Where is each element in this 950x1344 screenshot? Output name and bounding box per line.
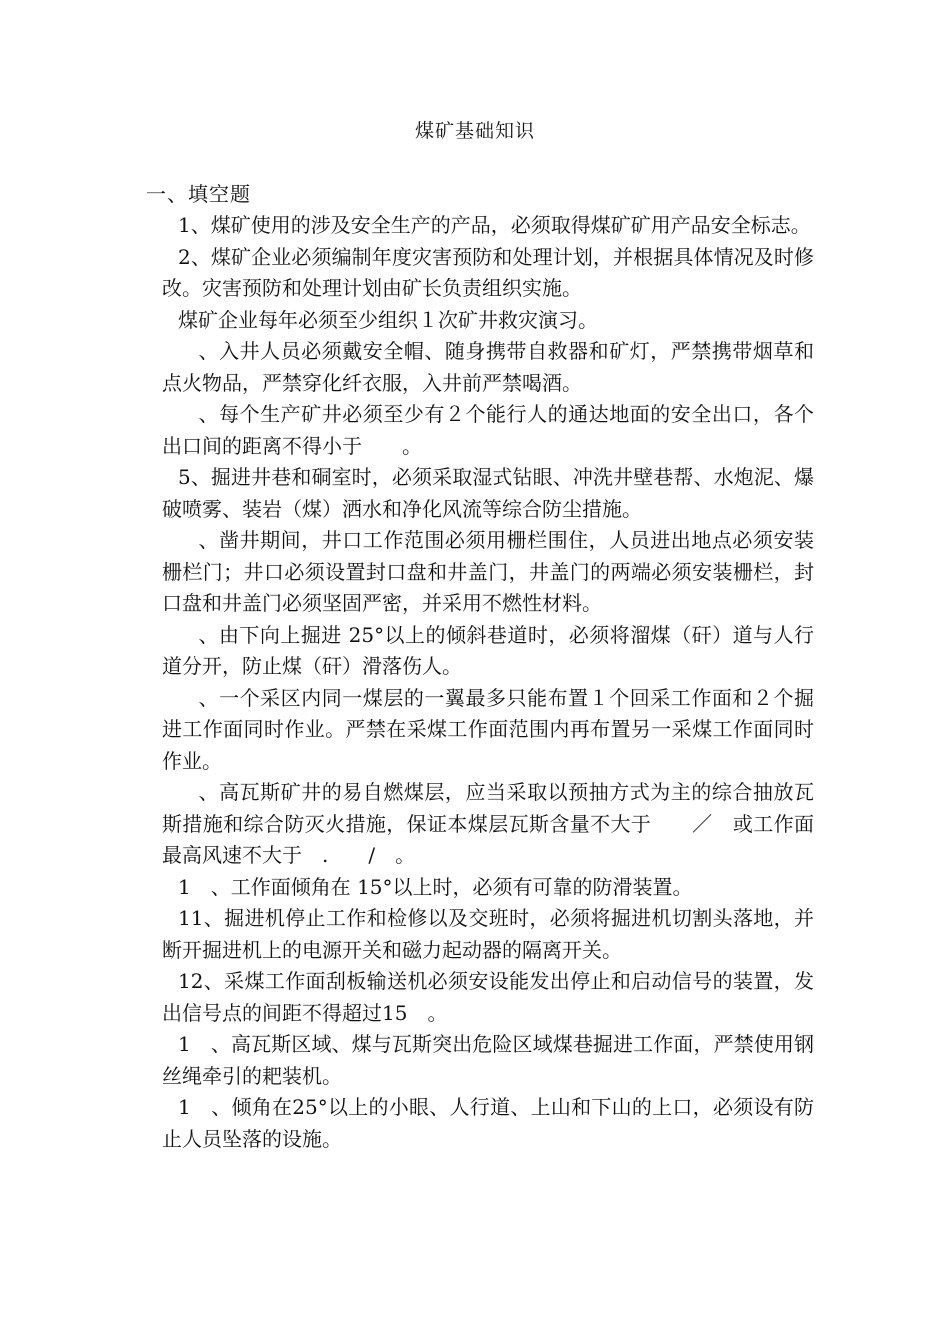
- question-item: 5、掘进井巷和硐室时，必须采取湿式钻眼、冲洗井壁巷帮、水炮泥、爆破喷雾、装岩（煤）洒水和净化风流等综合防尘措施。: [162, 465, 814, 521]
- question-item: 、每个生产矿井必须至少有２个能行人的通达地面的安全出口，各个出口间的距离不得小于 。: [162, 402, 814, 458]
- question-item: 1 、倾角在25°以上的小眼、人行道、上山和下山的上口，必须设有防止人员坠落的设施。: [162, 1095, 814, 1151]
- question-item: 、一个采区内同一煤层的一翼最多只能布置１个回采工作面和２个掘进工作面同时作业。严禁在采煤工作面范围内再布置另一采煤工作面同时作业。: [162, 685, 814, 773]
- section-heading: 一、填空题: [146, 182, 251, 206]
- question-item: 11、掘进机停止工作和检修以及交班时，必须将掘进机切割头落地，并断开掘进机上的电源开关和磁力起动器的隔离开关。: [162, 906, 814, 962]
- question-item: 、由下向上掘进 25°以上的倾斜巷道时，必须将溜煤（矸）道与人行道分开，防止煤（矸）滑落伤人。: [162, 622, 814, 678]
- question-item: 2、煤矿企业必须编制年度灾害预防和处理计划，并根据具体情况及时修改。灾害预防和处理计划由矿长负责组织实施。: [162, 244, 814, 300]
- question-item: 12、采煤工作面刮板输送机必须安设能发出停止和启动信号的装置，发出信号点的间距不得超过15 。: [162, 969, 814, 1025]
- question-item: 、凿井期间，井口工作范围必须用栅栏围住，人员进出地点必须安装栅栏门；井口必须设置封口盘和井盖门，井盖门的两端必须安装栅栏，封口盘和井盖门必须坚固严密，并采用不燃性材料。: [162, 528, 814, 615]
- question-item: 煤矿企业每年必须至少组织１次矿井救灾演习。: [178, 307, 598, 332]
- question-item: 1 、高瓦斯区域、煤与瓦斯突出危险区域煤巷掘进工作面，严禁使用钢丝绳牵引的耙装机。: [162, 1032, 814, 1088]
- question-list: [162, 210, 814, 1155]
- question-item: 、高瓦斯矿井的易自燃煤层，应当采取以预抽方式为主的综合抽放瓦斯措施和综合防灭火措施，保证本煤层瓦斯含量不大于 ／ 或工作面最高风速不大于 . / 。: [162, 780, 814, 867]
- question-item: 、入井人员必须戴安全帽、随身携带自救器和矿灯，严禁携带烟草和点火物品，严禁穿化纤衣服，入井前严禁喝酒。: [162, 339, 814, 395]
- question-item: 1 、工作面倾角在 15°以上时，必须有可靠的防滑装置。: [178, 874, 693, 899]
- document-title: 煤矿基础知识: [414, 120, 535, 142]
- question-item: 1、煤矿使用的涉及安全生产的产品，必须取得煤矿矿用产品安全标志。: [178, 213, 811, 237]
